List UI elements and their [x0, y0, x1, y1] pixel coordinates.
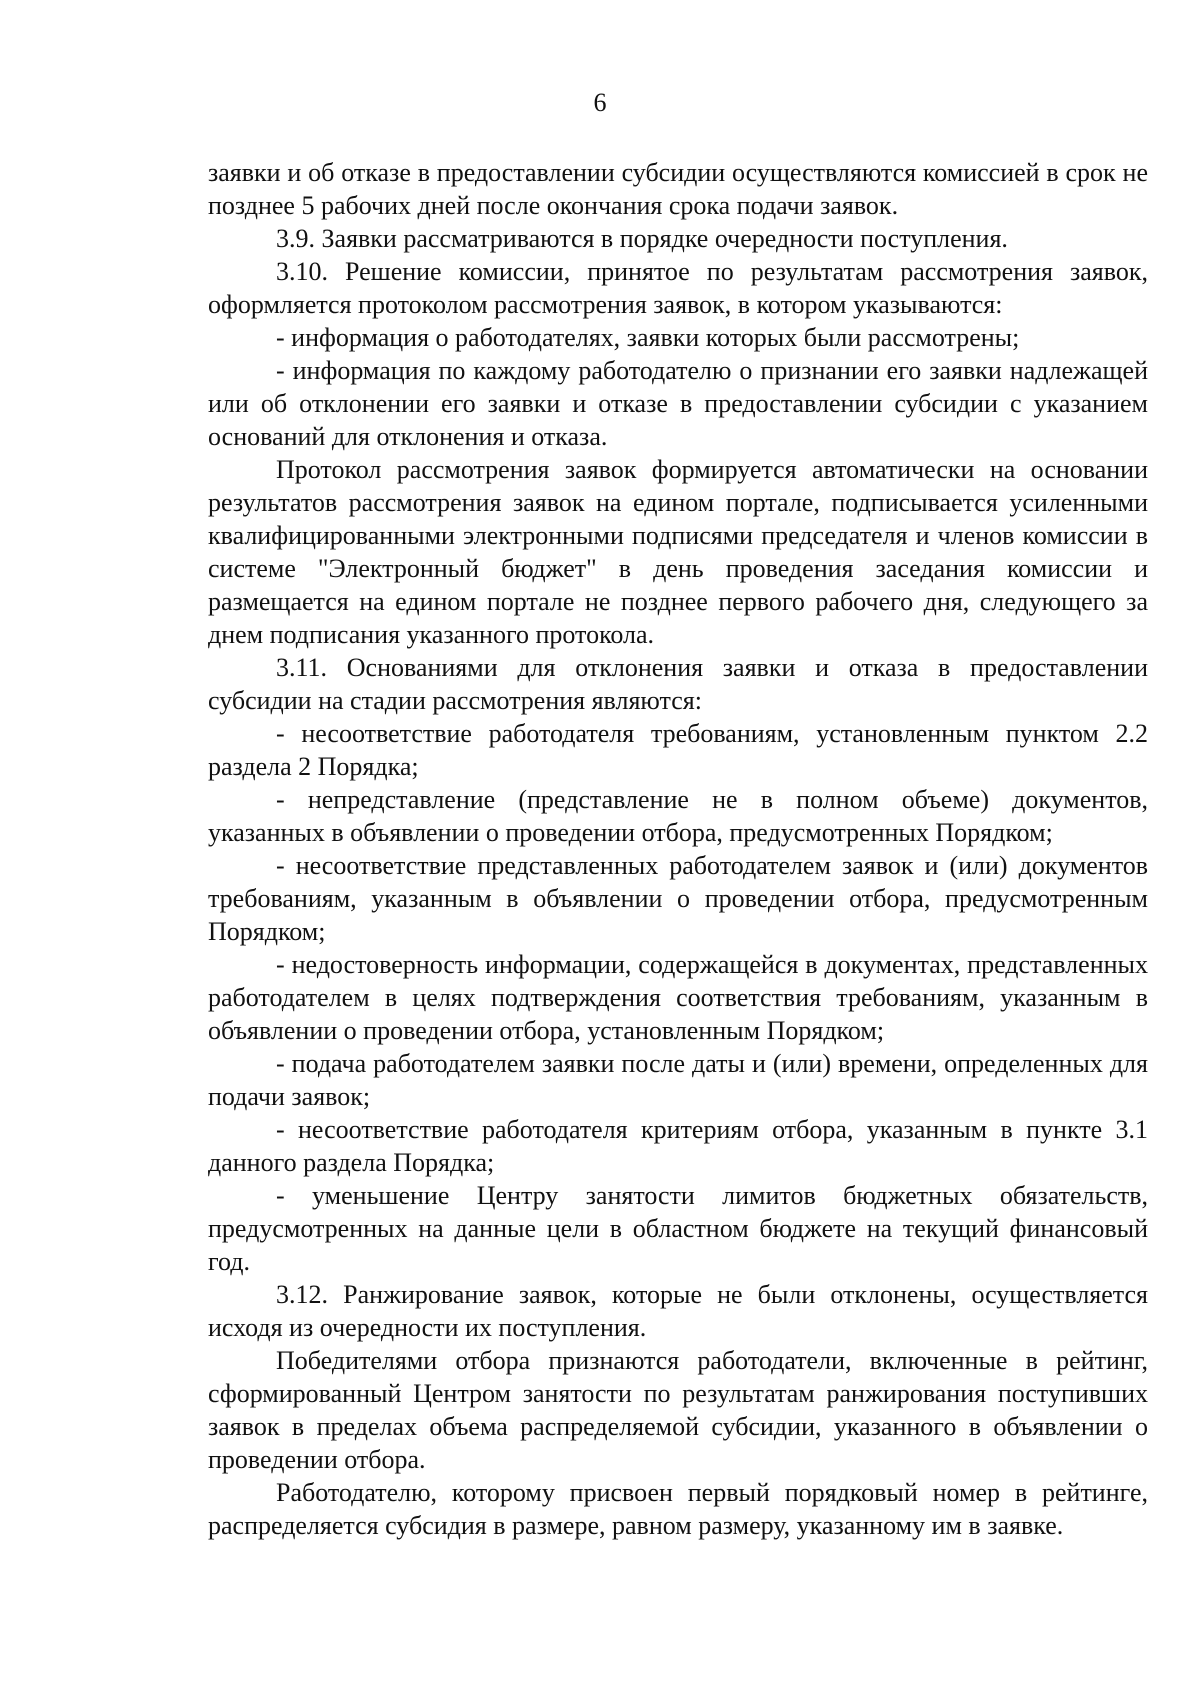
list-item: - несоответствие представленных работодателем заявок и (или) документов требованиям, указанным в объявлении о проведении отбора, предусмотренным Порядком; [208, 851, 1148, 946]
list-item: - недостоверность информации, содержащейся в документах, представленных работодателем в целях подтверждения соответствия требованиям, указанным в объявлении о проведении отбора, установленным Порядком; [208, 950, 1148, 1045]
list-item: - информация о работодателях, заявки которых были рассмотрены; [276, 323, 1020, 352]
list-item: - уменьшение Центру занятости лимитов бюджетных обязательств, предусмотренных на данные цели в областном бюджете на текущий финансовый год. [208, 1181, 1148, 1276]
paragraph: Работодателю, которому присвоен первый порядковый номер в рейтинге, распределяется субсидия в размере, равном размеру, указанному им в заявке. [208, 1478, 1148, 1540]
paragraph: 3.9. Заявки рассматриваются в порядке очередности поступления. [276, 224, 1008, 253]
list-item: - несоответствие работодателя требованиям, установленным пунктом 2.2 раздела 2 Порядка; [208, 719, 1148, 781]
paragraph: 3.10. Решение комиссии, принятое по результатам рассмотрения заявок, оформляется протоколом рассмотрения заявок, в котором указываются: [208, 257, 1148, 319]
page-number: 6 [593, 88, 607, 117]
paragraph: 3.11. Основаниями для отклонения заявки и отказа в предоставлении субсидии на стадии рассмотрения являются: [208, 653, 1148, 715]
list-item: - непредставление (представление не в полном объеме) документов, указанных в объявлении о проведении отбора, предусмотренных Порядком; [208, 785, 1148, 847]
paragraph: Протокол рассмотрения заявок формируется автоматически на основании результатов рассмотрения заявок на едином портале, подписывается усиленными квалифицированными электронными подписями председателя и членов комиссии в системе "Электронный бюджет" в день проведения заседания комиссии и размещается на едином портале не позднее первого рабочего дня, следующего за днем подписания указанного протокола. [208, 455, 1148, 649]
paragraph: заявки и об отказе в предоставлении субсидии осуществляются комиссией в срок не позднее 5 рабочих дней после окончания срока подачи заявок. [208, 158, 1148, 220]
paragraph: Победителями отбора признаются работодатели, включенные в рейтинг, сформированный Центром занятости по результатам ранжирования поступивших заявок в пределах объема распределяемой субсидии, указанного в объявлении о проведении отбора. [208, 1346, 1148, 1474]
list-item: - несоответствие работодателя критериям отбора, указанным в пункте 3.1 данного раздела Порядка; [208, 1115, 1148, 1177]
document-body [208, 156, 1148, 1542]
list-item: - информация по каждому работодателю о признании его заявки надлежащей или об отклонении его заявки и отказе в предоставлении субсидии с указанием оснований для отклонения и отказа. [208, 356, 1148, 451]
list-item: - подача работодателем заявки после даты и (или) времени, определенных для подачи заявок; [208, 1049, 1148, 1111]
paragraph: 3.12. Ранжирование заявок, которые не были отклонены, осуществляется исходя из очередности их поступления. [208, 1280, 1148, 1342]
